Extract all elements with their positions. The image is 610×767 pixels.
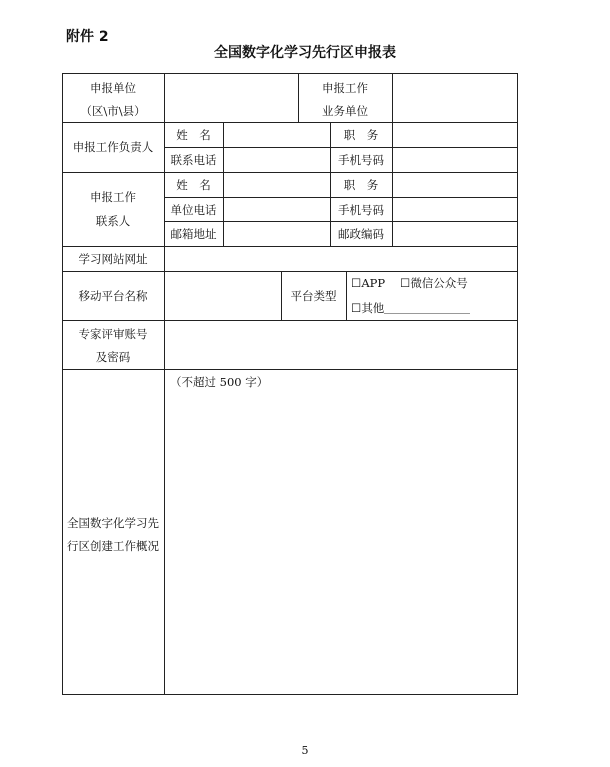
checkbox-icon: ☐ bbox=[400, 276, 411, 290]
contact-label-sub: 联系人 bbox=[95, 214, 131, 228]
business-unit-label-sub: 业务单位 bbox=[322, 104, 368, 118]
checkbox-app[interactable] bbox=[351, 276, 385, 290]
row-divider bbox=[164, 221, 518, 222]
checkbox-wechat[interactable] bbox=[400, 276, 468, 290]
other-platform-input[interactable] bbox=[384, 299, 470, 313]
overview-textarea[interactable] bbox=[167, 393, 515, 691]
row-divider bbox=[62, 172, 518, 173]
row-divider bbox=[62, 122, 518, 123]
mobile-platform-label: 移动平台名称 bbox=[78, 289, 148, 303]
form-title: 全国数字化学习先行区申报表 bbox=[214, 45, 396, 61]
website-input[interactable] bbox=[167, 249, 515, 269]
business-unit-input[interactable] bbox=[395, 76, 515, 120]
overview-hint: （不超过 500 字） bbox=[170, 375, 269, 389]
row-divider bbox=[62, 369, 518, 370]
other-blank-line bbox=[384, 313, 470, 314]
table-border-bottom bbox=[62, 694, 518, 695]
contact-mobile-input[interactable] bbox=[395, 200, 515, 220]
overview-label: 全国数字化学习先 bbox=[67, 516, 159, 530]
head-name-input[interactable] bbox=[226, 125, 328, 145]
option-wechat-label: 微信公众号 bbox=[410, 276, 468, 290]
office-phone-label: 单位电话 bbox=[170, 203, 217, 217]
platform-type-label: 平台类型 bbox=[290, 289, 337, 303]
contact-label: 申报工作 bbox=[90, 190, 136, 204]
contact-mail-address-input[interactable] bbox=[226, 224, 328, 244]
business-unit-label: 申报工作 bbox=[322, 81, 368, 95]
option-other-label: 其他 bbox=[361, 301, 385, 315]
unit-input[interactable] bbox=[167, 76, 295, 120]
contact-post-input[interactable] bbox=[395, 175, 515, 195]
application-form bbox=[62, 73, 518, 695]
row-divider bbox=[164, 197, 518, 198]
unit-label-sub: （区\市\县） bbox=[80, 104, 146, 118]
expert-account-label: 专家评审账号 bbox=[78, 327, 148, 341]
expert-account-label-sub: 及密码 bbox=[95, 350, 131, 364]
unit-label: 申报单位 bbox=[90, 81, 136, 95]
mobile-platform-input[interactable] bbox=[167, 274, 279, 318]
row-divider bbox=[62, 246, 518, 247]
mail-address-label: 邮箱地址 bbox=[170, 227, 217, 241]
column-divider bbox=[346, 271, 347, 321]
expert-account-input[interactable] bbox=[167, 323, 515, 367]
contact-phone-label: 联系电话 bbox=[170, 153, 217, 167]
post-label: 职 务 bbox=[343, 178, 379, 192]
contact-name-input[interactable] bbox=[226, 175, 328, 195]
attachment-label: 附件 2 bbox=[66, 29, 109, 45]
contact-office-phone-input[interactable] bbox=[226, 200, 328, 220]
mobile-label: 手机号码 bbox=[338, 203, 384, 217]
column-divider bbox=[392, 73, 393, 123]
head-post-input[interactable] bbox=[395, 125, 515, 145]
checkbox-other[interactable] bbox=[351, 301, 384, 315]
row-divider bbox=[164, 147, 518, 148]
option-app-label: APP bbox=[361, 276, 386, 290]
column-divider bbox=[223, 122, 224, 247]
checkbox-icon: ☐ bbox=[351, 301, 362, 315]
page-number: 5 bbox=[301, 744, 309, 757]
head-phone-input[interactable] bbox=[226, 150, 328, 170]
row-divider bbox=[62, 271, 518, 272]
post-label: 职 务 bbox=[343, 128, 379, 142]
table-border-top bbox=[62, 73, 518, 74]
checkbox-icon: ☐ bbox=[351, 276, 362, 290]
table-border-right bbox=[517, 73, 518, 695]
name-label: 姓 名 bbox=[176, 178, 211, 192]
column-divider bbox=[392, 122, 393, 247]
name-label: 姓 名 bbox=[176, 128, 211, 142]
overview-label-sub: 行区创建工作概况 bbox=[67, 539, 159, 553]
table-border-left bbox=[62, 73, 63, 695]
postcode-label: 邮政编码 bbox=[338, 227, 384, 241]
head-mobile-input[interactable] bbox=[395, 150, 515, 170]
website-label: 学习网站网址 bbox=[78, 252, 148, 266]
head-label: 申报工作负责人 bbox=[72, 140, 154, 154]
mobile-label: 手机号码 bbox=[338, 153, 384, 167]
contact-postcode-input[interactable] bbox=[395, 224, 515, 244]
row-divider bbox=[62, 320, 518, 321]
